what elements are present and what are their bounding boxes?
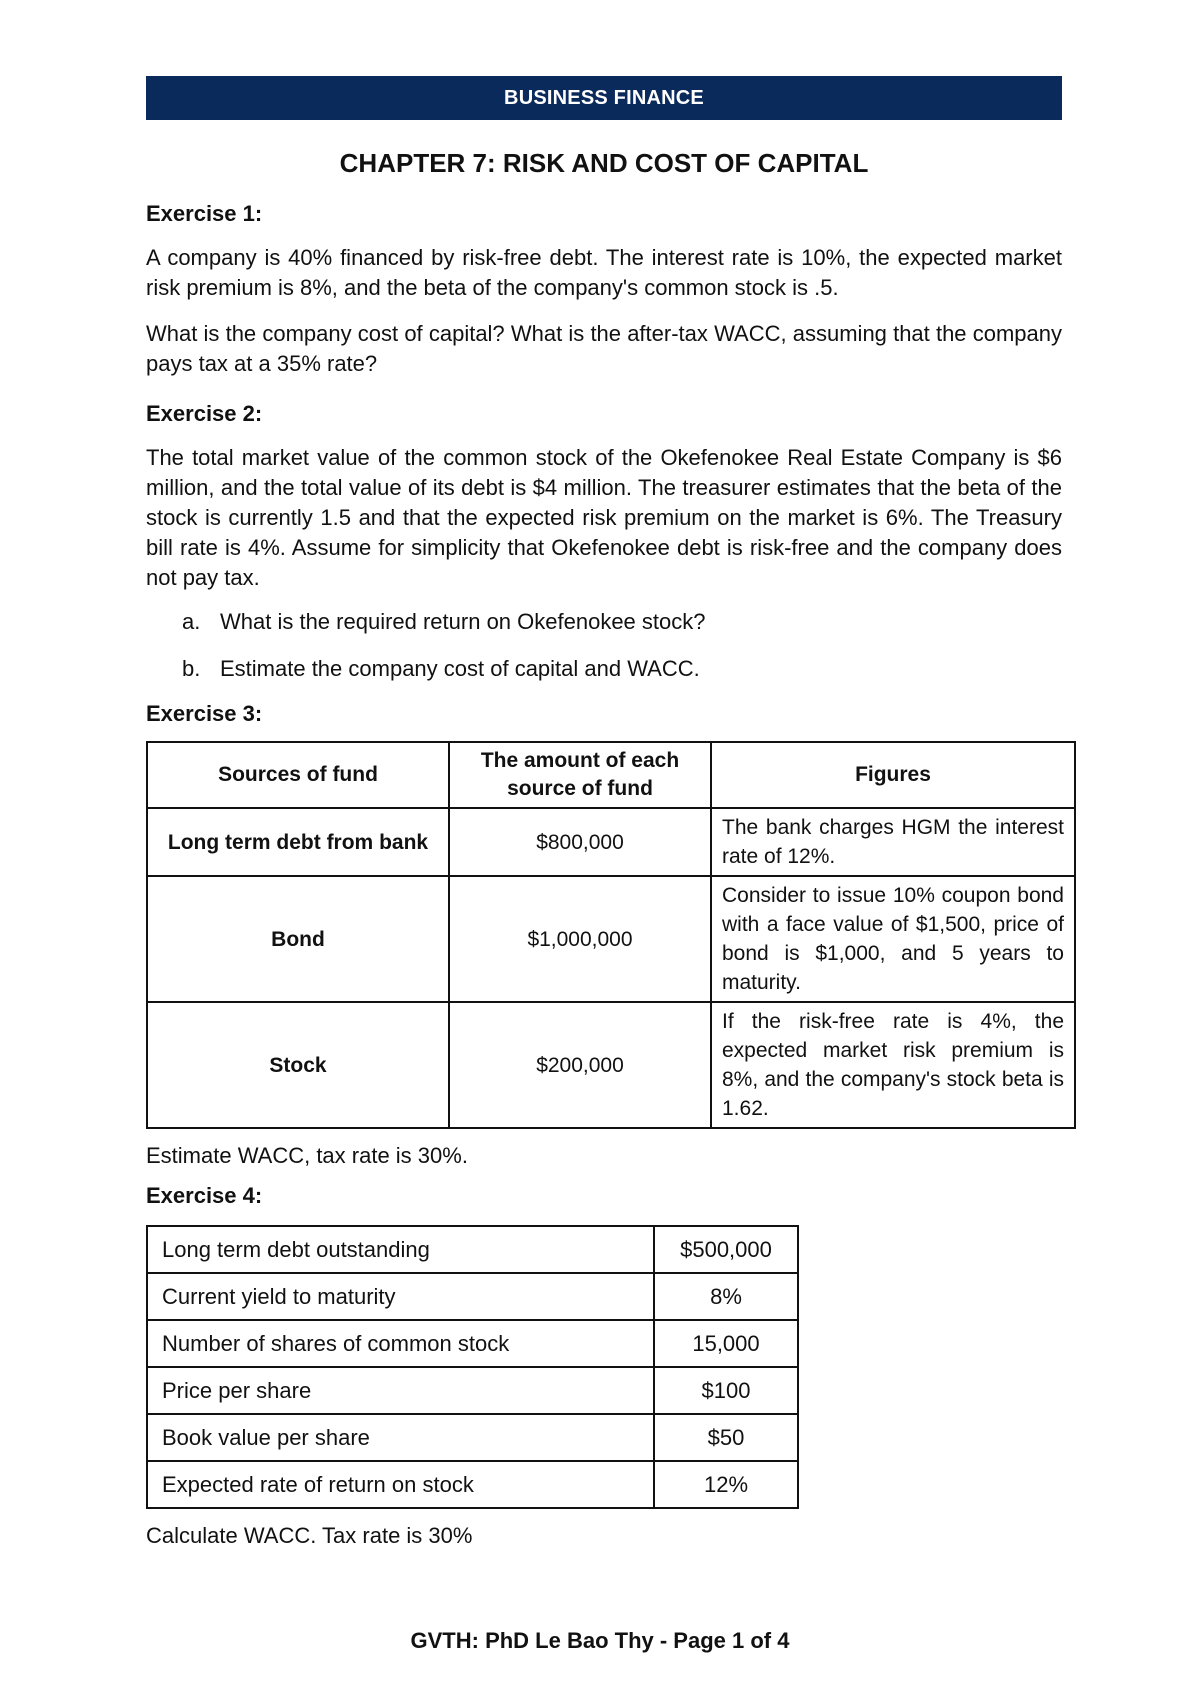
figures-cell: If the risk-free rate is 4%, the expected market risk premium is 8%, and the company's stock beta is 1.62.	[711, 1002, 1075, 1128]
label-cell: Book value per share	[147, 1414, 654, 1461]
exercise-2-questions	[146, 607, 1076, 684]
table-row	[147, 876, 1075, 1002]
course-title: BUSINESS FINANCE	[504, 86, 704, 109]
value-cell: $50	[654, 1414, 798, 1461]
figures-cell: The bank charges HGM the interest rate of 12%.	[711, 808, 1075, 876]
value-cell: 15,000	[654, 1320, 798, 1367]
source-cell: Long term debt from bank	[147, 808, 449, 876]
value-cell: $100	[654, 1367, 798, 1414]
value-cell: $500,000	[654, 1226, 798, 1273]
exercise-3-heading: Exercise 3:	[146, 701, 263, 726]
label-cell: Long term debt outstanding	[147, 1226, 654, 1273]
table-row	[147, 1414, 798, 1461]
table-row	[147, 1002, 1075, 1128]
question-marker: b.	[182, 656, 201, 681]
document-page	[146, 76, 1076, 1549]
value-cell: 12%	[654, 1461, 798, 1508]
value-cell: 8%	[654, 1273, 798, 1320]
exercise-2-heading: Exercise 2:	[146, 401, 263, 426]
question-marker: a.	[182, 609, 201, 634]
amount-cell: $800,000	[449, 808, 711, 876]
exercise-4-instruction: Calculate WACC. Tax rate is 30%	[146, 1523, 473, 1548]
exercise-2-question-a	[146, 607, 1076, 637]
label-cell: Expected rate of return on stock	[147, 1461, 654, 1508]
label-cell: Number of shares of common stock	[147, 1320, 654, 1367]
source-cell: Stock	[147, 1002, 449, 1128]
column-header: The amount of each source of fund	[449, 742, 711, 808]
exercise-2-paragraph: The total market value of the common stock of the Okefenokee Real Estate Company is $6 million, and the total value of its debt is $4 million. The treasurer estimates that the beta of the stock is currently 1.5 and that the expected risk premium on the market is 6%. The Treasury bill rate is 4%. Assume for simplicity that Okefenokee debt is risk-free and the company does not pay tax.	[146, 445, 1062, 590]
column-header: Sources of fund	[147, 742, 449, 808]
exercise-3-instruction: Estimate WACC, tax rate is 30%.	[146, 1143, 468, 1168]
exercise-2-question-b	[146, 654, 1076, 684]
exercise-1-heading: Exercise 1:	[146, 201, 263, 226]
amount-cell: $1,000,000	[449, 876, 711, 1002]
label-cell: Price per share	[147, 1367, 654, 1414]
exercise-4-heading: Exercise 4:	[146, 1183, 263, 1208]
label-cell: Current yield to maturity	[147, 1273, 654, 1320]
exercise-1-paragraph-1: A company is 40% financed by risk-free debt. The interest rate is 10%, the expected market risk premium is 8%, and the beta of the company's common stock is .5.	[146, 245, 1062, 300]
table-row	[147, 1320, 798, 1367]
table-row	[147, 1367, 798, 1414]
chapter-title: CHAPTER 7: RISK AND COST OF CAPITAL	[339, 148, 869, 178]
table-row	[147, 1273, 798, 1320]
table-header-row	[147, 742, 1075, 808]
table-row	[147, 808, 1075, 876]
question-text: What is the required return on Okefenokee stock?	[220, 609, 706, 634]
amount-cell: $200,000	[449, 1002, 711, 1128]
figures-cell: Consider to issue 10% coupon bond with a face value of $1,500, price of bond is $1,000, and 5 years to maturity.	[711, 876, 1075, 1002]
question-text: Estimate the company cost of capital and WACC.	[220, 656, 700, 681]
source-cell: Bond	[147, 876, 449, 1002]
table-row	[147, 1461, 798, 1508]
exercise-4-table	[146, 1225, 799, 1509]
exercise-1-paragraph-2: What is the company cost of capital? What is the after-tax WACC, assuming that the company pays tax at a 35% rate?	[146, 321, 1062, 376]
column-header: Figures	[711, 742, 1075, 808]
header-band	[146, 76, 1062, 120]
page-footer: GVTH: PhD Le Bao Thy - Page 1 of 4	[410, 1628, 790, 1653]
table-row	[147, 1226, 798, 1273]
exercise-3-table	[146, 741, 1076, 1129]
